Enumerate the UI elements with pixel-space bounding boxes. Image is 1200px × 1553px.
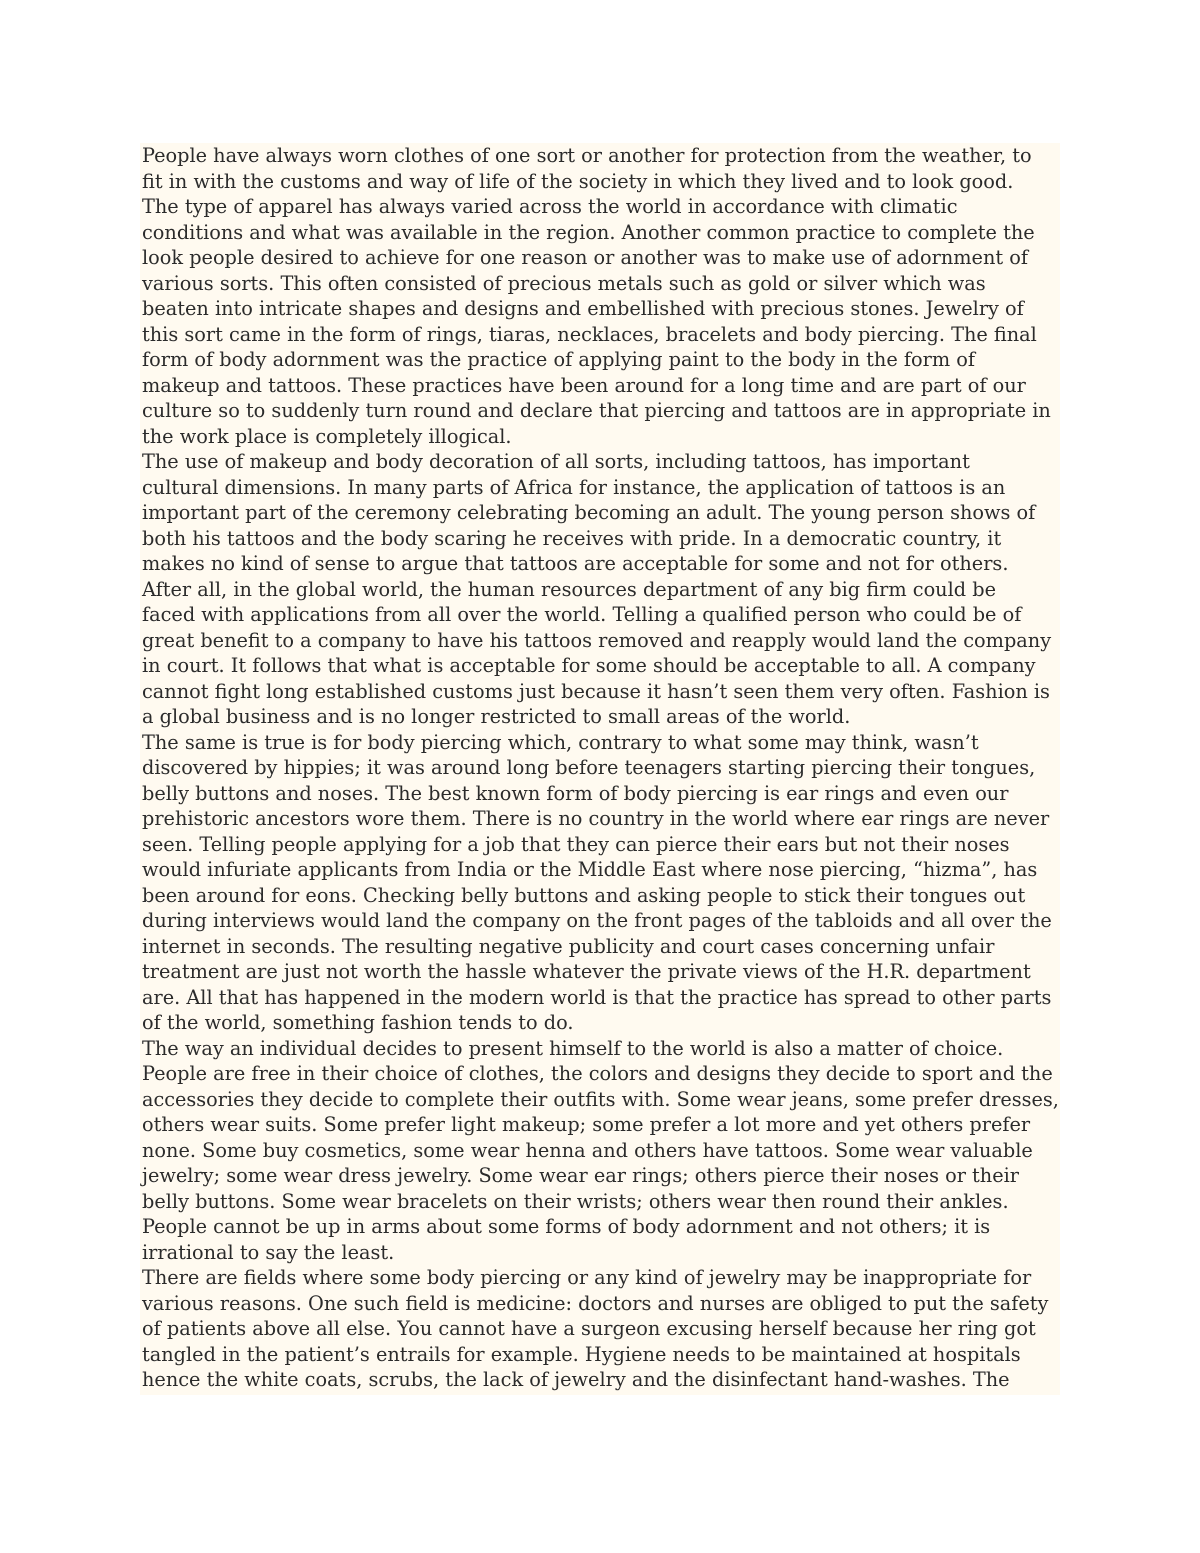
- text-line: prehistoric ancestors wore them. There is no country in the world where ear rings are never: [142, 807, 1050, 830]
- text-line: culture so to suddenly turn round and declare that piercing and tattoos are in appropriate in: [142, 399, 1051, 422]
- text-line: important part of the ceremony celebrating becoming an adult. The young person shows of: [142, 501, 1036, 524]
- text-line: internet in seconds. The resulting negative publicity and court cases concerning unfair: [142, 934, 995, 958]
- text-line: this sort came in the form of rings, tiaras, necklaces, bracelets and body piercing. The final: [142, 322, 1037, 346]
- text-line: tangled in the patient’s entrails for example. Hygiene needs to be maintained at hospitals: [142, 1342, 1021, 1366]
- text-line: faced with applications from all over the world. Telling a qualified person who could be of: [142, 603, 1022, 626]
- text-line: various reasons. One such field is medicine: doctors and nurses are obliged to put the safety: [142, 1291, 1049, 1315]
- text-line: form of body adornment was the practice of applying paint to the body in the form of: [142, 348, 975, 371]
- text-line: cannot fight long established customs just because it hasn’t seen them very often. Fashion is: [142, 679, 1050, 703]
- text-line: The type of apparel has always varied across the world in accordance with climatic: [142, 195, 958, 218]
- text-line: fit in with the customs and way of life of the society in which they lived and to look good.: [142, 169, 1014, 193]
- text-line: would infuriate applicants from India or the Middle East where nose piercing, “hizma”, has: [142, 858, 1038, 881]
- text-line: in court. It follows that what is acceptable for some should be acceptable to all. A company: [142, 654, 1036, 677]
- text-line: irrational to say the least.: [142, 1240, 395, 1264]
- text-line: belly buttons and noses. The best known form of body piercing is ear rings and even our: [142, 781, 1009, 805]
- text-line: People are free in their choice of clothes, the colors and designs they decide to sport and the: [142, 1062, 1053, 1085]
- text-line: The use of makeup and body decoration of all sorts, including tattoos, has important: [142, 450, 970, 473]
- text-line: makes no kind of sense to argue that tattoos are acceptable for some and not for others.: [142, 552, 1009, 575]
- text-line: treatment are just not worth the hassle whatever the private views of the H.R. department: [142, 960, 1031, 983]
- text-line: After all, in the global world, the human resources department of any big firm could be: [142, 577, 996, 601]
- text-line: cultural dimensions. In many parts of Africa for instance, the application of tattoos is an: [142, 475, 1006, 499]
- essay-text-block: [140, 143, 1060, 1395]
- text-line: during interviews would land the company on the front pages of the tabloids and all over the: [142, 909, 1052, 932]
- text-line: People have always worn clothes of one sort or another for protection from the weather, to: [142, 144, 1032, 167]
- text-line: been around for eons. Checking belly buttons and asking people to stick their tongues out: [142, 883, 1026, 907]
- text-line: great benefit to a company to have his tattoos removed and reapply would land the company: [142, 628, 1052, 652]
- text-line: accessories they decide to complete their outfits with. Some wear jeans, some prefer dresses,: [142, 1087, 1059, 1111]
- text-line: The same is true is for body piercing which, contrary to what some may think, wasn’t: [142, 730, 979, 754]
- text-line: are. All that has happened in the modern world is that the practice has spread to other parts: [142, 985, 1052, 1009]
- text-line: seen. Telling people applying for a job that they can pierce their ears but not their noses: [142, 832, 1010, 856]
- text-line: various sorts. This often consisted of precious metals such as gold or silver which was: [142, 271, 986, 295]
- text-line: a global business and is no longer restricted to small areas of the world.: [142, 705, 851, 728]
- text-line: belly buttons. Some wear bracelets on their wrists; others wear then round their ankles.: [142, 1189, 1009, 1213]
- text-line: the work place is completely illogical.: [142, 424, 512, 448]
- text-line: People cannot be up in arms about some forms of body adornment and not others; it is: [142, 1215, 991, 1238]
- text-line: both his tattoos and the body scaring he receives with pride. In a democratic country, it: [142, 526, 1002, 550]
- text-line: beaten into intricate shapes and designs and embellished with precious stones. Jewelry of: [142, 297, 1024, 320]
- text-line: conditions and what was available in the region. Another common practice to complete the: [142, 220, 1035, 244]
- text-line: none. Some buy cosmetics, some wear henna and others have tattoos. Some wear valuable: [142, 1138, 1033, 1162]
- text-line: of patients above all else. You cannot have a surgeon excusing herself because her ring got: [142, 1317, 1036, 1340]
- text-line: look people desired to achieve for one reason or another was to make use of adornment of: [142, 246, 1029, 269]
- text-line: discovered by hippies; it was around long before teenagers starting piercing their tongues,: [142, 756, 1036, 779]
- text-line: The way an individual decides to present himself to the world is also a matter of choice.: [142, 1036, 1004, 1060]
- text-line: jewelry; some wear dress jewelry. Some wear ear rings; others pierce their noses or their: [142, 1164, 1020, 1187]
- text-line: hence the white coats, scrubs, the lack of jewelry and the disinfectant hand-washes. The: [142, 1368, 1010, 1391]
- text-line: of the world, something fashion tends to do.: [142, 1011, 574, 1034]
- text-line: makeup and tattoos. These practices have been around for a long time and are part of our: [142, 373, 1026, 397]
- text-line: others wear suits. Some prefer light makeup; some prefer a lot more and yet others prefer: [142, 1113, 1031, 1136]
- text-line: There are fields where some body piercing or any kind of jewelry may be inappropriate for: [142, 1266, 1032, 1289]
